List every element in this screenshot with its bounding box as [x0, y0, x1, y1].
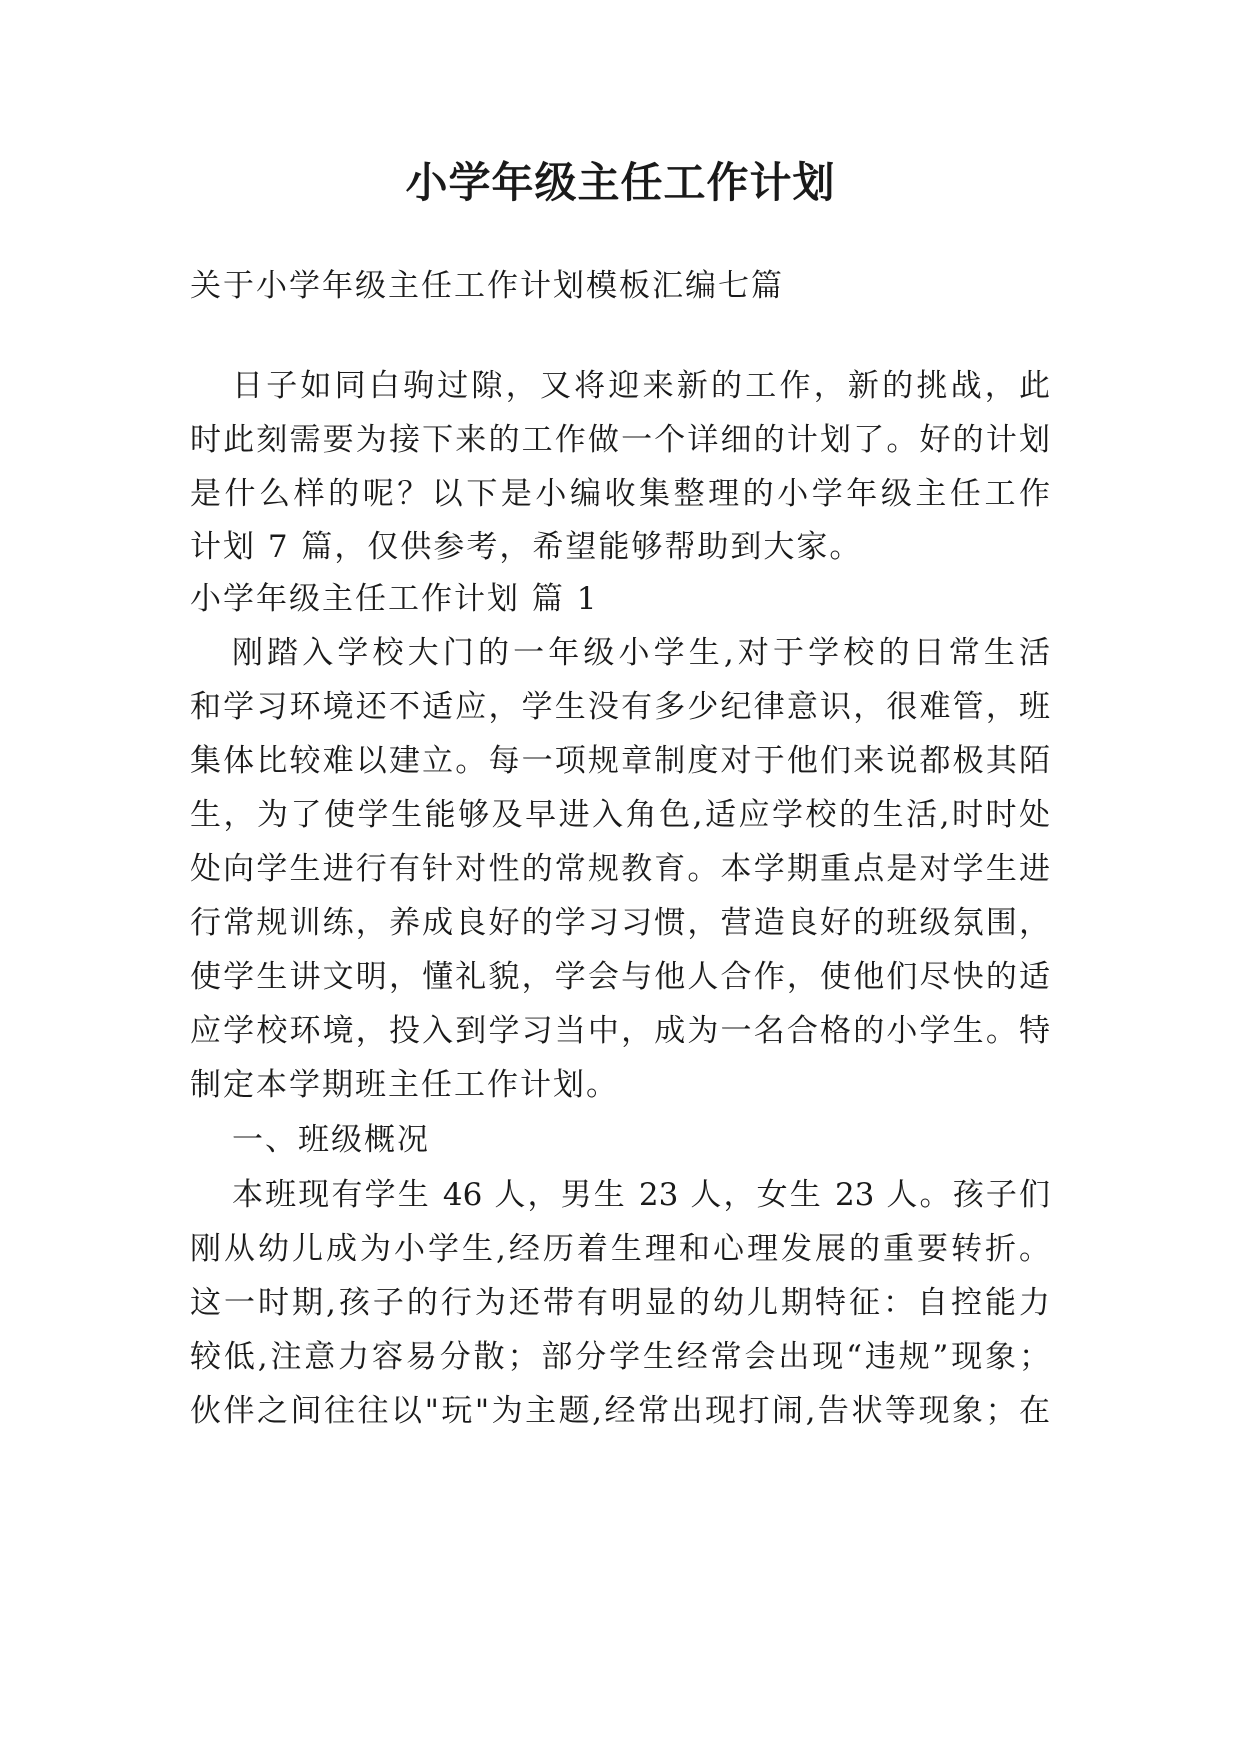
paragraph-line: 应学校环境，投入到学习当中，成为一名合格的小学生。特 [190, 1013, 1050, 1049]
document-title: 小学年级主任工作计划 [405, 158, 836, 207]
paragraph-line: 这一时期,孩子的行为还带有明显的幼儿期特征：自控能力 [190, 1285, 1050, 1321]
intro-line: 时此刻需要为接下来的工作做一个详细的计划了。好的计划 [190, 422, 1050, 458]
document-subtitle: 关于小学年级主任工作计划模板汇编七篇 [190, 268, 784, 304]
intro-line: 日子如同白驹过隙，又将迎来新的工作，新的挑战，此 [232, 368, 1050, 404]
paragraph-line: 和学习环境还不适应，学生没有多少纪律意识，很难管，班 [190, 689, 1050, 725]
intro-line: 计划 7 篇，仅供参考，希望能够帮助到大家。 [190, 529, 863, 565]
paragraph-line: 集体比较难以建立。每一项规章制度对于他们来说都极其陌 [190, 743, 1050, 779]
paragraph-line: 较低,注意力容易分散；部分学生经常会出现“违规”现象； [190, 1339, 1050, 1375]
subheading: 一、班级概况 [232, 1122, 430, 1158]
intro-line: 是什么样的呢？以下是小编收集整理的小学年级主任工作 [190, 476, 1050, 512]
paragraph-line: 处向学生进行有针对性的常规教育。本学期重点是对学生进 [190, 851, 1050, 887]
paragraph-line: 刚踏入学校大门的一年级小学生,对于学校的日常生活 [232, 635, 1050, 671]
section-heading: 小学年级主任工作计划 篇 1 [190, 581, 599, 617]
paragraph-line: 行常规训练，养成良好的学习习惯，营造良好的班级氛围， [190, 905, 1050, 941]
paragraph-line: 伙伴之间往往以"玩"为主题,经常出现打闹,告状等现象；在 [190, 1393, 1050, 1429]
paragraph-line: 制定本学期班主任工作计划。 [190, 1067, 619, 1103]
paragraph-line: 生，为了使学生能够及早进入角色,适应学校的生活,时时处 [190, 797, 1050, 833]
paragraph-line: 刚从幼儿成为小学生,经历着生理和心理发展的重要转折。 [190, 1231, 1050, 1267]
paragraph-line: 本班现有学生 46 人，男生 23 人，女生 23 人。孩子们 [232, 1177, 1050, 1213]
paragraph-line: 使学生讲文明，懂礼貌，学会与他人合作，使他们尽快的适 [190, 959, 1050, 995]
